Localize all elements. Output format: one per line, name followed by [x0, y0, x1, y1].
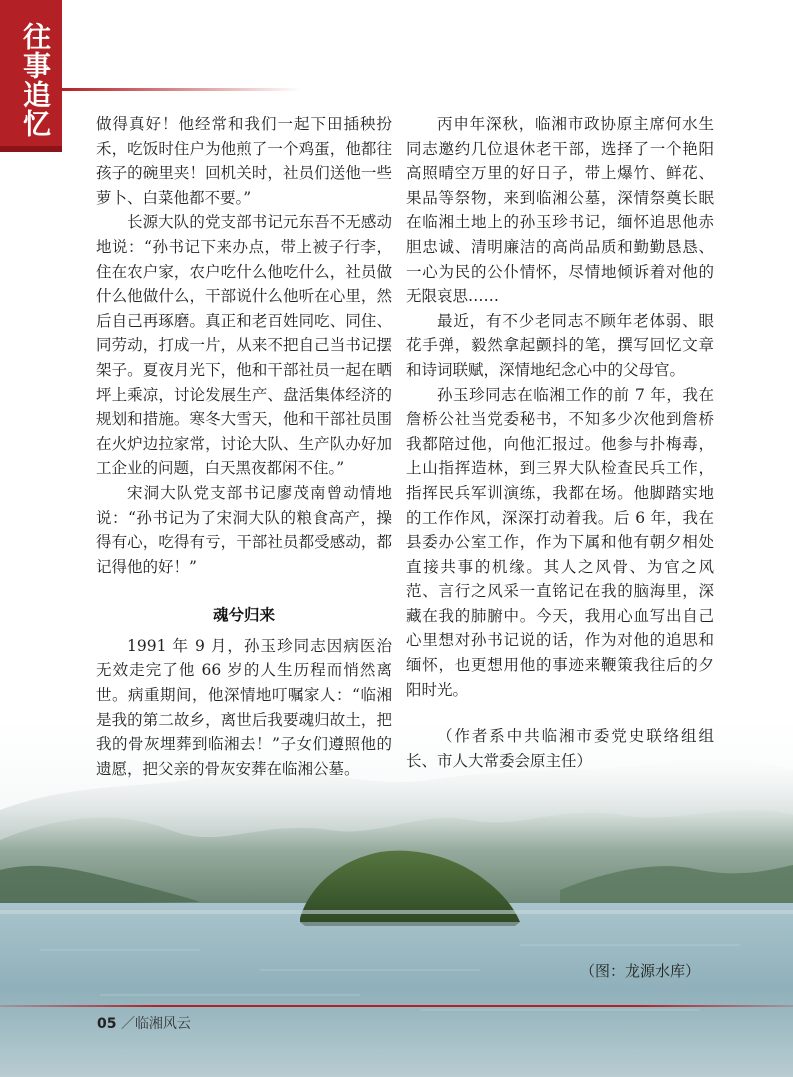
author-note: （作者系中共临湘市委党史联络组组长、市人大常委会原主任）: [406, 727, 714, 770]
section-tab-base: [0, 146, 62, 152]
paragraph: 宋洞大队党支部书记廖茂南曾动情地说：“孙书记为了宋洞大队的粮食高产，操得有心，吃得有亏，干部社员都受感动，都记得他的好！”: [96, 483, 392, 576]
paragraph: 做得真好！他经常和我们一起下田插秧扮禾，吃饭时住户为他煎了一个鸡蛋，他都往孩子的碗里夹！回机关时，社员们送他一些萝卜、白菜他都不要。”: [96, 115, 392, 207]
right-column: [406, 112, 714, 773]
paragraph: 丙申年深秋，临湘市政协原主席何水生同志邀约几位退休老干部，选择了一个艳阳高照晴空万里的好日子，带上爆竹、鲜花、果品等祭物，来到临湘公墓，深情祭奠长眠在临湘土地上的孙玉珍书记，缅怀追思他赤胆忠诚、清明廉洁的高尚品质和勤勤恳恳、一心为民的公仆情怀，尽情地倾诉着对他的无限哀思……: [406, 115, 714, 306]
footer-rule: [0, 1005, 793, 1007]
section-heading: 魂兮归来: [212, 606, 275, 625]
page-number: 05: [97, 1016, 117, 1032]
footer-separator: ／: [120, 1016, 135, 1032]
left-column: [96, 112, 392, 781]
photo-caption: （图：龙源水库）: [580, 962, 701, 980]
paragraph: 孙玉珍同志在临湘工作的前 7 年，我在詹桥公社当党委秘书，不知多少次他到詹桥我都陪过他，向他汇报过。他参与扑梅毒，上山指挥造林，到三界大队检查民兵工作，指挥民兵军训演练，我都在场。他脚踏实地的工作作风，深深打动着我。后 6 年，我在县委办公室工作，作为下属和他有朝夕相处直接共事的机缘。其人之风骨、为官之风范、言行之风采一直铭记在我的脑海里，深藏在我的肺腑中。今天，我用心血写出自己心里想对孙书记说的话，作为对他的追思和缅怀，也更想用他的事迹来鞭策我往后的夕阳时光。: [406, 385, 714, 699]
magazine-name: 临湘风云: [134, 1016, 191, 1032]
header-rule: [62, 88, 302, 91]
footer: [97, 1013, 191, 1033]
paragraph: 长源大队的党支部书记元东吾不无感动地说：“孙书记下来办点，带上被子行李，住在农户家，农户吃什么他吃什么，社员做什么他做什么，干部说什么他听在心里，然后自己再琢磨。真正和老百姓同吃、同住、同劳动，打成一片，从来不把自己当书记摆架子。夏夜月光下，他和干部社员一起在晒坪上乘凉，讨论发展生产、盘活集体经济的规划和措施。寒冬大雪天，他和干部社员围在火炉边拉家常，讨论大队、生产队办好加工企业的问题，白天黑夜都闲不住。”: [96, 213, 392, 478]
section-title: 往事追忆: [19, 22, 52, 138]
paragraph: 1991 年 9 月，孙玉珍同志因病医治无效走完了他 66 岁的人生历程而悄然离世。病重期间，他深情地叮嘱家人：“临湘是我的第二故乡，离世后我要魂归故土，把我的骨灰埋葬到临湘去！”子女们遵照他的遗愿，把父亲的骨灰安葬在临湘公墓。: [96, 636, 392, 778]
paragraph: 最近，有不少老同志不顾年老体弱、眼花手弹，毅然拿起颤抖的笔，撰写回忆文章和诗词联赋，深情地纪念心中的父母官。: [406, 311, 714, 379]
